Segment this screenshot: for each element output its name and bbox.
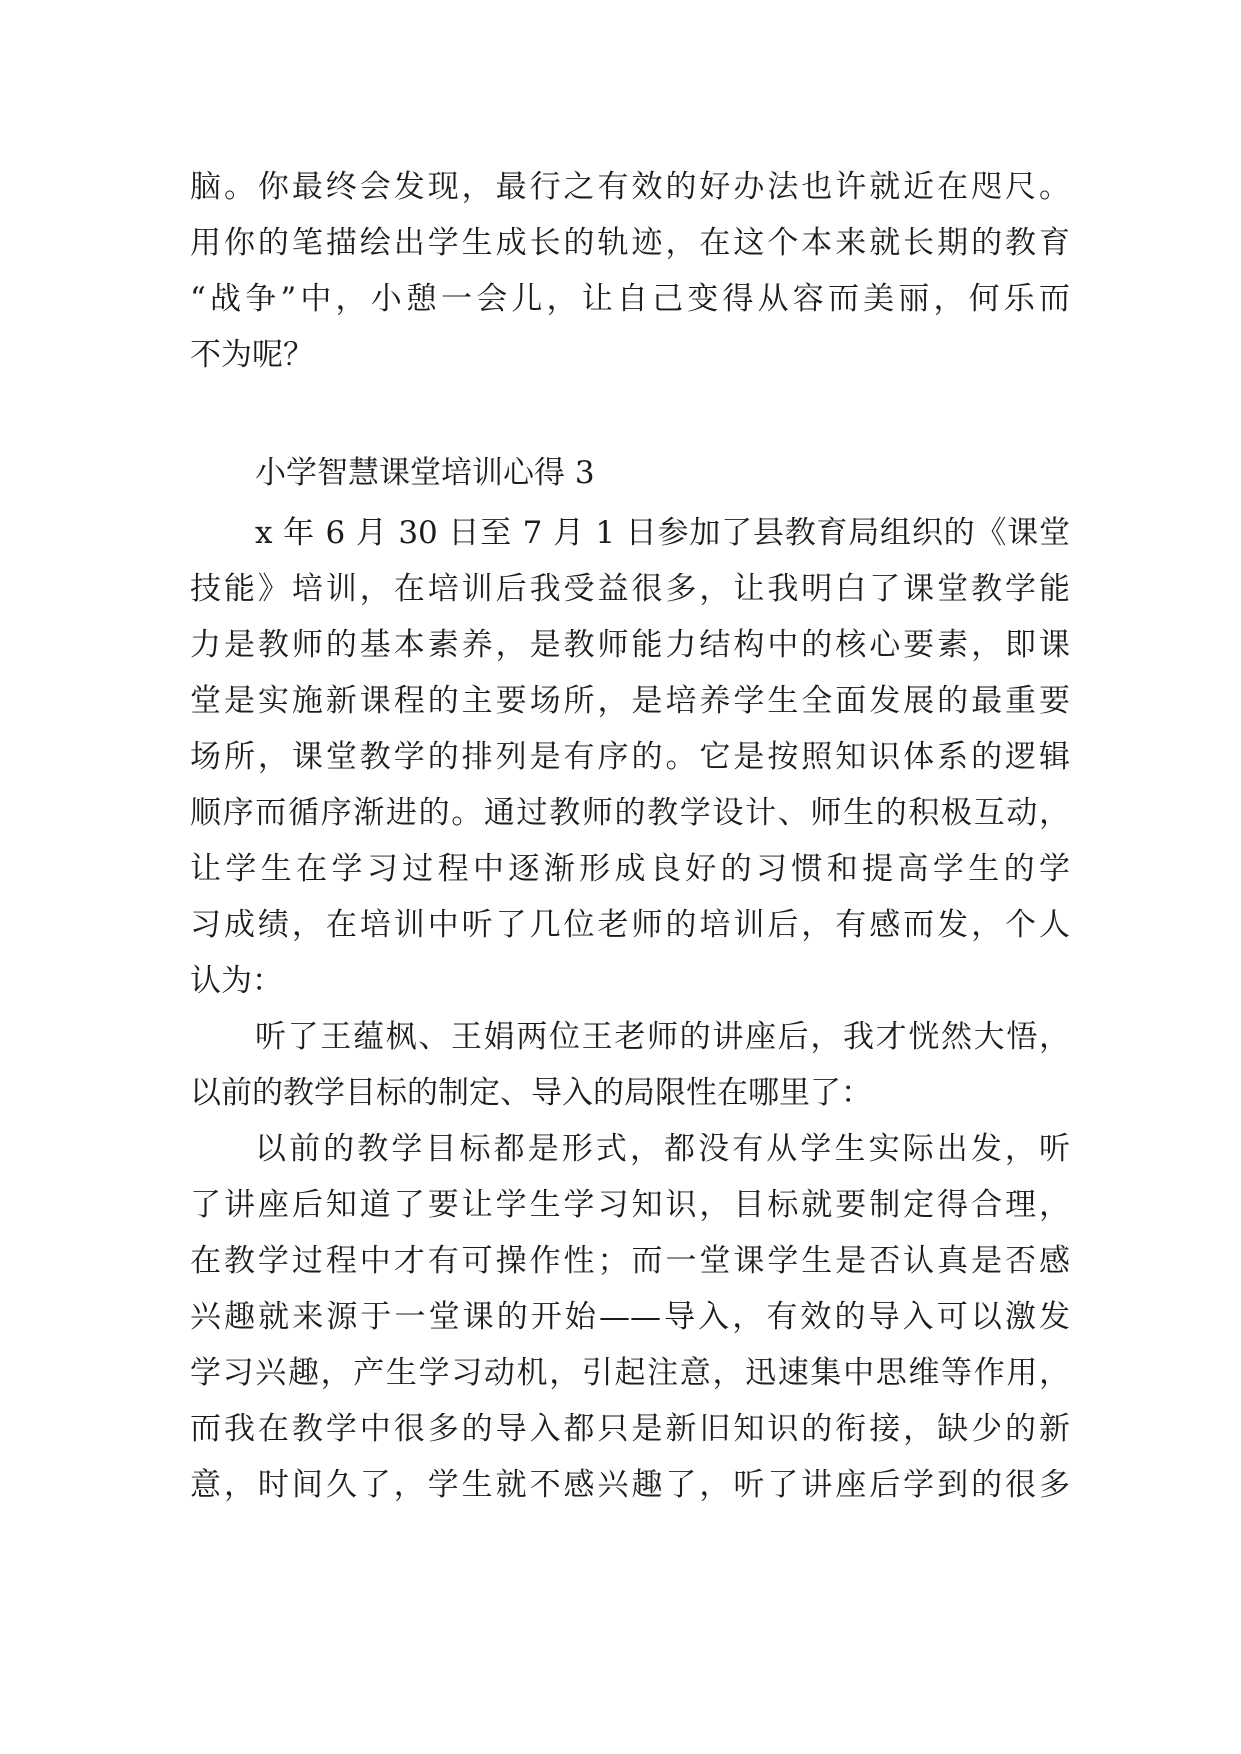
text-line: 用你的笔描绘出学生成长的轨迹，在这个本来就长期的教育 bbox=[190, 225, 1070, 261]
text-line: 兴趣就来源于一堂课的开始——导入，有效的导入可以激发 bbox=[190, 1299, 1070, 1335]
text-line: 了讲座后知道了要让学生学习知识，目标就要制定得合理， bbox=[190, 1187, 1070, 1223]
text-line: 而我在教学中很多的导入都只是新旧知识的衔接，缺少的新 bbox=[190, 1411, 1070, 1447]
text-line: 脑。你最终会发现，最行之有效的好办法也许就近在咫尺。 bbox=[190, 169, 1070, 205]
text-line: 在教学过程中才有可操作性；而一堂课学生是否认真是否感 bbox=[190, 1243, 1070, 1279]
text-line: 听了王蕴枫、王娟两位王老师的讲座后，我才恍然大悟， bbox=[255, 1019, 1070, 1055]
text-line: 技能》培训，在培训后我受益很多，让我明白了课堂教学能 bbox=[190, 571, 1070, 607]
text-line: 顺序而循序渐进的。通过教师的教学设计、师生的积极互动， bbox=[190, 795, 1070, 831]
text-line: 堂是实施新课程的主要场所，是培养学生全面发展的最重要 bbox=[190, 683, 1070, 719]
section-heading: 小学智慧课堂培训心得 3 bbox=[255, 455, 595, 491]
text-line: x 年 6 月 30 日至 7 月 1 日参加了县教育局组织的《课堂 bbox=[255, 515, 1070, 551]
text-line: 不为呢？ bbox=[190, 337, 314, 373]
text-line: 场所，课堂教学的排列是有序的。它是按照知识体系的逻辑 bbox=[190, 739, 1070, 775]
text-line: 认为： bbox=[190, 963, 283, 999]
text-line: “战争”中，小憩一会儿，让自己变得从容而美丽，何乐而 bbox=[190, 281, 1070, 317]
text-line: 习成绩，在培训中听了几位老师的培训后，有感而发，个人 bbox=[190, 907, 1070, 943]
text-line: 学习兴趣，产生学习动机，引起注意，迅速集中思维等作用， bbox=[190, 1355, 1070, 1391]
text-line: 以前的教学目标都是形式，都没有从学生实际出发，听 bbox=[255, 1131, 1070, 1167]
text-line: 让学生在学习过程中逐渐形成良好的习惯和提高学生的学 bbox=[190, 851, 1070, 887]
text-line: 力是教师的基本素养，是教师能力结构中的核心要素，即课 bbox=[190, 627, 1070, 663]
text-line: 意，时间久了，学生就不感兴趣了，听了讲座后学到的很多 bbox=[190, 1467, 1070, 1503]
text-line: 以前的教学目标的制定、导入的局限性在哪里了： bbox=[190, 1075, 872, 1111]
